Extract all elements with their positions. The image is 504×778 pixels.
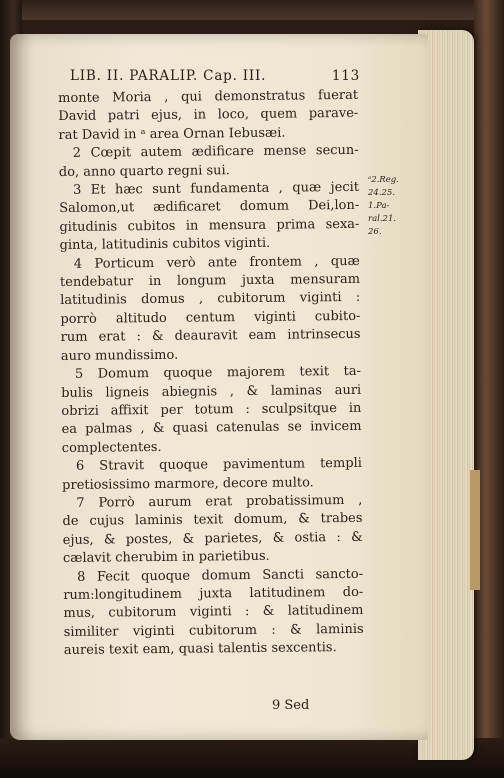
text-line: ea palmas , & quasi catenulas se invicem xyxy=(61,419,362,438)
running-head xyxy=(70,68,360,84)
book-cover-top xyxy=(0,0,504,20)
text-line: tendebatur in longum juxta mensuram xyxy=(59,271,361,291)
marginal-reference xyxy=(368,174,412,239)
text-line: obrizi affixit per totum : sculpsitque in xyxy=(61,400,362,419)
text-line: rat David in ᵃ area Ornan Iebusæi. xyxy=(58,125,286,143)
margin-note-line: ral.21. xyxy=(368,214,397,224)
text-line: 4 Porticum verò ante frontem , quæ xyxy=(73,253,360,272)
text-line: 5 Domum quoque majorem texit ta- xyxy=(74,363,362,382)
text-line: similiter viginti cubitorum : & laminis xyxy=(63,621,364,640)
text-line: pretiosissimo marmore, decore multo. xyxy=(62,474,314,493)
margin-note-line: 24.25. xyxy=(368,188,396,198)
running-head-title: LIB. II. PARALIP. Cap. III. xyxy=(70,68,267,84)
text-line: rum:longitudinem juxta latitudinem do- xyxy=(63,584,364,603)
book-cover-right xyxy=(474,0,504,778)
text-line: mus, cubitorum viginti : & latitudinem xyxy=(63,603,364,622)
page-number: 113 xyxy=(331,68,360,84)
text-line: 6 Stravit quoque pavimentum templi xyxy=(75,455,363,474)
text-line: rum erat : & deauravit eam intrinsecus xyxy=(60,327,361,346)
margin-note-line: 26. xyxy=(368,227,382,237)
catchword: 9 Sed xyxy=(272,698,310,713)
text-line: 3 Et hæc sunt fundamenta , quæ jecit xyxy=(72,179,360,198)
text-line: Salomon,ut ædificaret domum Dei,lon- xyxy=(59,198,360,217)
text-line: auro mundissimo. xyxy=(60,347,179,364)
text-line: 8 Fecit quoque domum Sancti sancto- xyxy=(77,566,364,585)
margin-note-line: 1.Pa- xyxy=(368,201,390,211)
margin-note-line: ᵃ2.Reg. xyxy=(368,175,399,185)
fore-edge-marker xyxy=(470,470,480,590)
text-line: ejus, & postes, & parietes, & ostia : & xyxy=(62,529,363,548)
text-line: ginta, latitudinis cubitos viginti. xyxy=(59,236,271,254)
text-line: aureis texit eam, quasi talentis sexcentis. xyxy=(63,640,337,659)
text-line: cælavit cherubim in parietibus. xyxy=(62,548,270,567)
text-line: bulis ligneis abiegnis , & laminas auri xyxy=(61,382,362,401)
text-line: de cujus laminis texit domum, & trabes xyxy=(62,511,363,530)
text-line: complectentes. xyxy=(61,439,162,456)
text-line: porrò altitudo centum viginti cubito- xyxy=(60,308,361,327)
text-line: monte Moria , qui demonstratus fuerat xyxy=(58,87,359,106)
text-line: David patri ejus, in loco, quem parave- xyxy=(58,106,359,125)
text-line: 7 Porrò aurum erat probatissimum , xyxy=(76,492,363,511)
text-line: gitudinis cubitos in mensura prima sexa- xyxy=(59,216,360,235)
text-line: do, anno quarto regni sui. xyxy=(58,162,230,180)
book-page xyxy=(10,34,428,740)
text-line: 2 Cœpit autem ædificare mense secun- xyxy=(72,143,359,162)
text-line: latitudinis domus , cubitorum viginti : xyxy=(60,290,361,309)
body-text xyxy=(58,87,364,661)
